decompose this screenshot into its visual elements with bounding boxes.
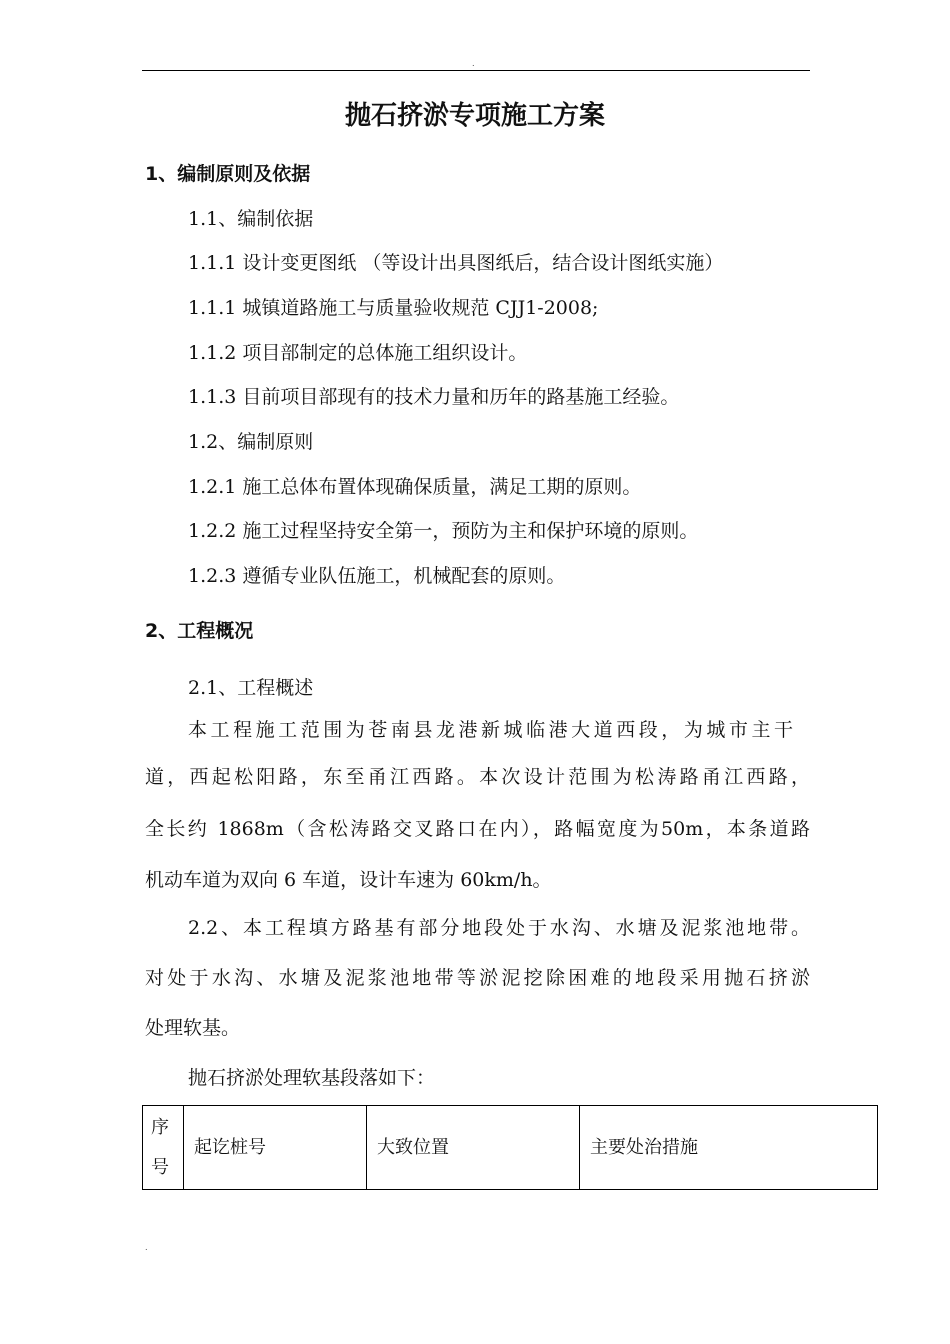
paragraph-2-1-line-2: 道，西起松阳路，东至甬江西路。本次设计范围为松涛路甬江西路，: [145, 766, 810, 788]
paragraph-2-2-line-3: 处理软基。: [145, 1017, 241, 1039]
paragraph-1-1-1a: 1.1.1 设计变更图纸 （等设计出具图纸后，结合设计图纸实施）: [188, 252, 724, 274]
paragraph-1-2-2: 1.2.2 施工过程坚持安全第一，预防为主和保护环境的原则。: [188, 520, 699, 542]
header-mark: .: [472, 59, 475, 68]
paragraph-2-2-line-2: 对处于水沟、水塘及泥浆池地带等淤泥挖除困难的地段采用抛石挤淤: [145, 967, 810, 989]
header-serial-no-line-1: 序: [151, 1116, 169, 1138]
header-station-range: 起讫桩号: [184, 1106, 367, 1190]
paragraph-2-1-line-3: 全长约 1868m（含松涛路交叉路口在内），路幅宽度为50m，本条道路: [145, 818, 810, 840]
section-heading-2: 2、工程概况: [145, 620, 254, 642]
header-location: 大致位置: [367, 1106, 580, 1190]
header-serial-no-line-2: 号: [151, 1156, 169, 1178]
paragraph-1-1-3: 1.1.3 目前项目部现有的技术力量和历年的路基施工经验。: [188, 386, 680, 408]
subsection-1-2: 1.2、编制原则: [188, 431, 314, 453]
paragraph-2-1-line-1: 本工程施工范围为苍南县龙港新城临港大道西段，为城市主干: [188, 719, 793, 741]
table-header-row: [143, 1106, 878, 1190]
header-rule: [142, 70, 810, 71]
paragraph-1-2-3: 1.2.3 遵循专业队伍施工，机械配套的原则。: [188, 565, 566, 587]
section-heading-1: 1、编制原则及依据: [145, 163, 311, 185]
footer-mark: .: [145, 1243, 148, 1252]
treatment-table: [142, 1105, 878, 1190]
document-title: 抛石挤淤专项施工方案: [344, 101, 605, 131]
subsection-2-1: 2.1、工程概述: [188, 677, 314, 699]
table-intro: 抛石挤淤处理软基段落如下：: [188, 1067, 436, 1089]
header-treatment-measures: 主要处治措施: [580, 1106, 878, 1190]
paragraph-2-1-line-4: 机动车道为双向 6 车道，设计车速为 60km/h。: [145, 869, 552, 891]
header-serial-no: [143, 1106, 184, 1190]
subsection-1-1: 1.1、编制依据: [188, 208, 314, 230]
paragraph-1-2-1: 1.2.1 施工总体布置体现确保质量，满足工期的原则。: [188, 476, 642, 498]
paragraph-1-1-2: 1.1.2 项目部制定的总体施工组织设计。: [188, 342, 528, 364]
paragraph-1-1-1b: 1.1.1 城镇道路施工与质量验收规范 CJJ1-2008;: [188, 297, 599, 319]
paragraph-2-2-line-1: 2.2、本工程填方路基有部分地段处于水沟、水塘及泥浆池地带。: [188, 917, 810, 939]
